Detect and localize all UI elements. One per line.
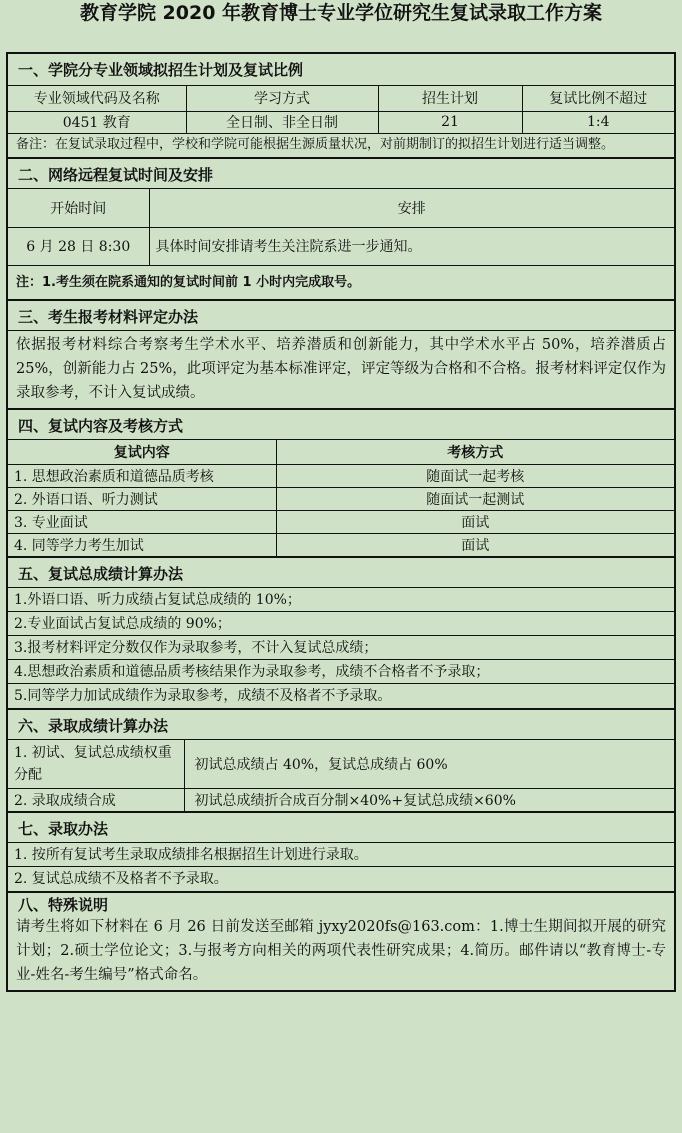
- table-row-method: 面试: [276, 510, 674, 533]
- cell-study-mode: 全日制、非全日制: [186, 111, 378, 133]
- admission-score-table: [8, 740, 674, 811]
- enrollment-plan-table: [8, 86, 674, 133]
- table-row-value: 初试总成绩折合成百分制×40%+复试总成绩×60%: [184, 788, 674, 811]
- section-5-heading: 五、复试总成绩计算办法: [8, 556, 674, 588]
- section-4-heading: 四、复试内容及考核方式: [8, 408, 674, 440]
- table-row-item: 2. 录取成绩合成: [8, 788, 184, 811]
- section-2-note: 注：1.考生须在院系通知的复试时间前 1 小时内完成取号。: [8, 265, 674, 299]
- header-ratio: 复试比例不超过: [522, 86, 674, 111]
- header-arrangement: 安排: [149, 189, 674, 227]
- table-row-value: 初试总成绩占 40%，复试总成绩占 60%: [184, 740, 674, 788]
- table-row-content: 3. 专业面试: [8, 510, 276, 533]
- score-rules-list: [8, 588, 674, 708]
- cell-plan: 21: [378, 111, 522, 133]
- cell-arrangement: 具体时间安排请考生关注院系进一步通知。: [149, 227, 674, 265]
- header-start-time: 开始时间: [8, 189, 149, 227]
- admission-method-list: [8, 843, 674, 891]
- section-8-heading: 八、特殊说明: [8, 891, 674, 915]
- table-row-item: 1. 初试、复试总成绩权重分配: [8, 740, 184, 788]
- section-8-text: 请考生将如下材料在 6 月 26 日前发送至邮箱 jyxy2020fs@163.com：1.博士生期间拟开展的研究计划；2.硕士学位论文；3.与报考方向相关的两项代表性研究成果；4.简历。邮件请以“教育博士-专业-姓名-考生编号”格式命名。: [16, 919, 666, 983]
- cell-start-time: 6 月 28 日 8:30: [8, 227, 149, 265]
- list-item: 5.同等学力加试成绩作为录取参考，成绩不及格者不予录取。: [14, 688, 392, 704]
- document-table: [6, 52, 676, 992]
- list-item: 4.思想政治素质和道德品质考核结果作为录取参考，成绩不合格者不予录取；: [8, 660, 674, 684]
- section-7-heading: 七、录取办法: [8, 811, 674, 843]
- section-3-heading: 三、考生报考材料评定办法: [8, 299, 674, 331]
- list-item: 1. 按所有复试考生录取成绩排名根据招生计划进行录取。: [8, 843, 674, 867]
- list-item: 3.报考材料评定分数仅作为录取参考，不计入复试总成绩；: [8, 636, 674, 660]
- table-row-content: 4. 同等学力考生加试: [8, 533, 276, 556]
- header-plan: 招生计划: [378, 86, 522, 111]
- section-1-heading: 一、学院分专业领域拟招生计划及复试比例: [8, 54, 674, 86]
- list-item: 2.专业面试占复试总成绩的 90%；: [8, 612, 674, 636]
- table-row-method: 面试: [276, 533, 674, 556]
- schedule-table: [8, 189, 674, 265]
- table-row-method: 随面试一起考核: [276, 464, 674, 487]
- assessment-table: [8, 440, 674, 556]
- list-item: 1.外语口语、听力成绩占复试总成绩的 10%；: [8, 588, 674, 612]
- cell-ratio: 1:4: [522, 111, 674, 133]
- section-1-note: 备注：在复试录取过程中，学校和学院可能根据生源质量状况，对前期制订的拟招生计划进行适当调整。: [8, 133, 674, 157]
- header-major: 专业领域代码及名称: [8, 86, 186, 111]
- header-content: 复试内容: [8, 440, 276, 464]
- cell-major: 0451 教育: [8, 111, 186, 133]
- section-2-heading: 二、网络远程复试时间及安排: [8, 157, 674, 189]
- table-row-content: 2. 外语口语、听力测试: [8, 487, 276, 510]
- header-method: 考核方式: [276, 440, 674, 464]
- header-study-mode: 学习方式: [186, 86, 378, 111]
- section-3-text: 依据报考材料综合考察考生学术水平、培养潜质和创新能力，其中学术水平占 50%，培养潜质占 25%，创新能力占 25%，此项评定为基本标准评定，评定等级为合格和不合格。报考材料评定仅作为录取参考，不计入复试成绩。: [16, 337, 666, 401]
- table-row-content: 1. 思想政治素质和道德品质考核: [8, 464, 276, 487]
- section-6-heading: 六、录取成绩计算办法: [8, 708, 674, 740]
- page-title: 教育学院 2020 年教育博士专业学位研究生复试录取工作方案: [79, 2, 603, 24]
- table-row-method: 随面试一起测试: [276, 487, 674, 510]
- list-item: 2. 复试总成绩不及格者不予录取。: [14, 871, 228, 887]
